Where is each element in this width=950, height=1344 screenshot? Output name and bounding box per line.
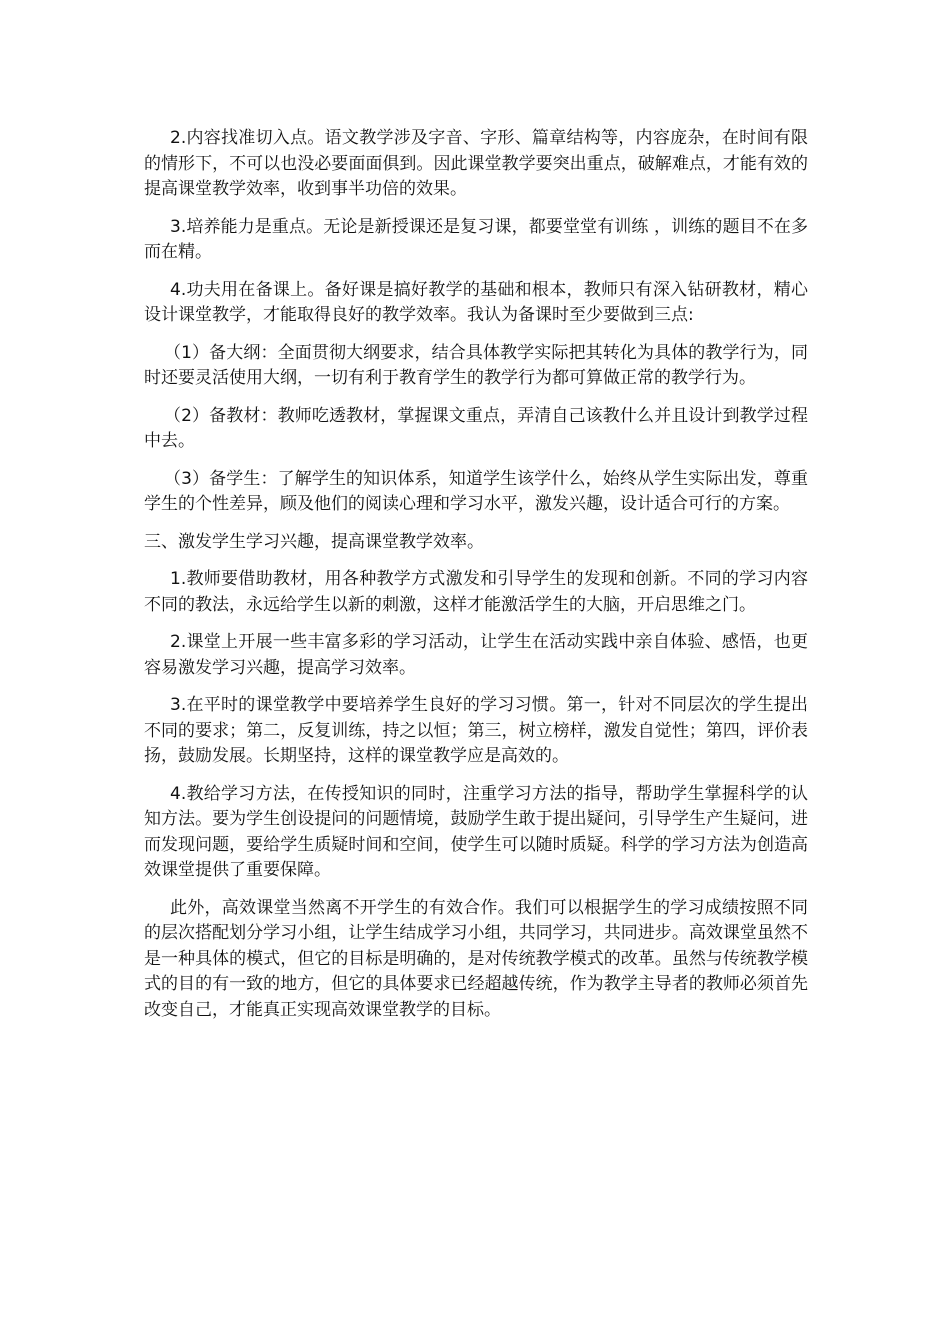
paragraph-point-2-entry: 2.内容找准切入点。语文教学涉及字音、字形、篇章结构等，内容庞杂，在时间有限的情形下，不可以也没必要面面俱到。因此课堂教学要突出重点，破解难点，才能有效的提高课堂教学效率，收到事半功倍的效果。	[144, 128, 808, 199]
paragraph-interest-3: 3.在平时的课堂教学中要培养学生良好的学习习惯。第一，针对不同层次的学生提出不同的要求；第二，反复训练，持之以恒；第三，树立榜样，激发自觉性；第四，评价表扬，鼓励发展。长期坚持，这样的课堂教学应是高效的。	[144, 695, 808, 766]
paragraph-prep-syllabus: （1）备大纲：全面贯彻大纲要求，结合具体教学实际把其转化为具体的教学行为，同时还要灵活使用大纲，一切有利于教育学生的教学行为都可算做正常的教学行为。	[144, 342, 808, 388]
paragraph-conclusion: 此外，高效课堂当然离不开学生的有效合作。我们可以根据学生的学习成绩按照不同的层次搭配划分学习小组，让学生结成学习小组，共同学习，共同进步。高效课堂虽然不是一种具体的模式，但它的目标是明确的，是对传统教学模式的改革。虽然与传统教学模式的目的有一致的地方，但它的具体要求已经超越传统，作为教学主导者的教师必须首先改变自己，才能真正实现高效课堂教学的目标。	[144, 897, 808, 1020]
paragraph-prep-textbook: （2）备教材：教师吃透教材，掌握课文重点，弄清自己该教什么并且设计到教学过程中去。	[144, 405, 808, 451]
paragraph-interest-2: 2.课堂上开展一些丰富多彩的学习活动，让学生在活动实践中亲自体验、感悟，也更容易激发学习兴趣，提高学习效率。	[144, 632, 808, 678]
document-body	[144, 126, 808, 1035]
paragraph-interest-1: 1.教师要借助教材，用各种教学方式激发和引导学生的发现和创新。不同的学习内容不同的教法，永远给学生以新的刺激，这样才能激活学生的大脑，开启思维之门。	[144, 569, 808, 615]
section-heading-three: 三、激发学生学习兴趣，提高课堂教学效率。	[144, 531, 484, 552]
paragraph-point-3-ability: 3.培养能力是重点。无论是新授课还是复习课，都要堂堂有训练 ，训练的题目不在多而在精。	[144, 216, 808, 262]
paragraph-point-4-lesson-prep: 4.功夫用在备课上。备好课是搞好教学的基础和根本，教师只有深入钻研教材，精心设计课堂教学，才能取得良好的教学效率。我认为备课时至少要做到三点:	[144, 279, 808, 325]
paragraph-prep-students: （3）备学生：了解学生的知识体系，知道学生该学什么，始终从学生实际出发，尊重学生的个性差异，顾及他们的阅读心理和学习水平，激发兴趣，设计适合可行的方案。	[144, 468, 808, 514]
paragraph-interest-4: 4.教给学习方法，在传授知识的同时，注重学习方法的指导，帮助学生掌握科学的认知方法。要为学生创设提问的问题情境，鼓励学生敢于提出疑问，引导学生产生疑问，进而发现问题，要给学生质疑时间和空间，使学生可以随时质疑。科学的学习方法为创造高效课堂提供了重要保障。	[144, 783, 808, 880]
